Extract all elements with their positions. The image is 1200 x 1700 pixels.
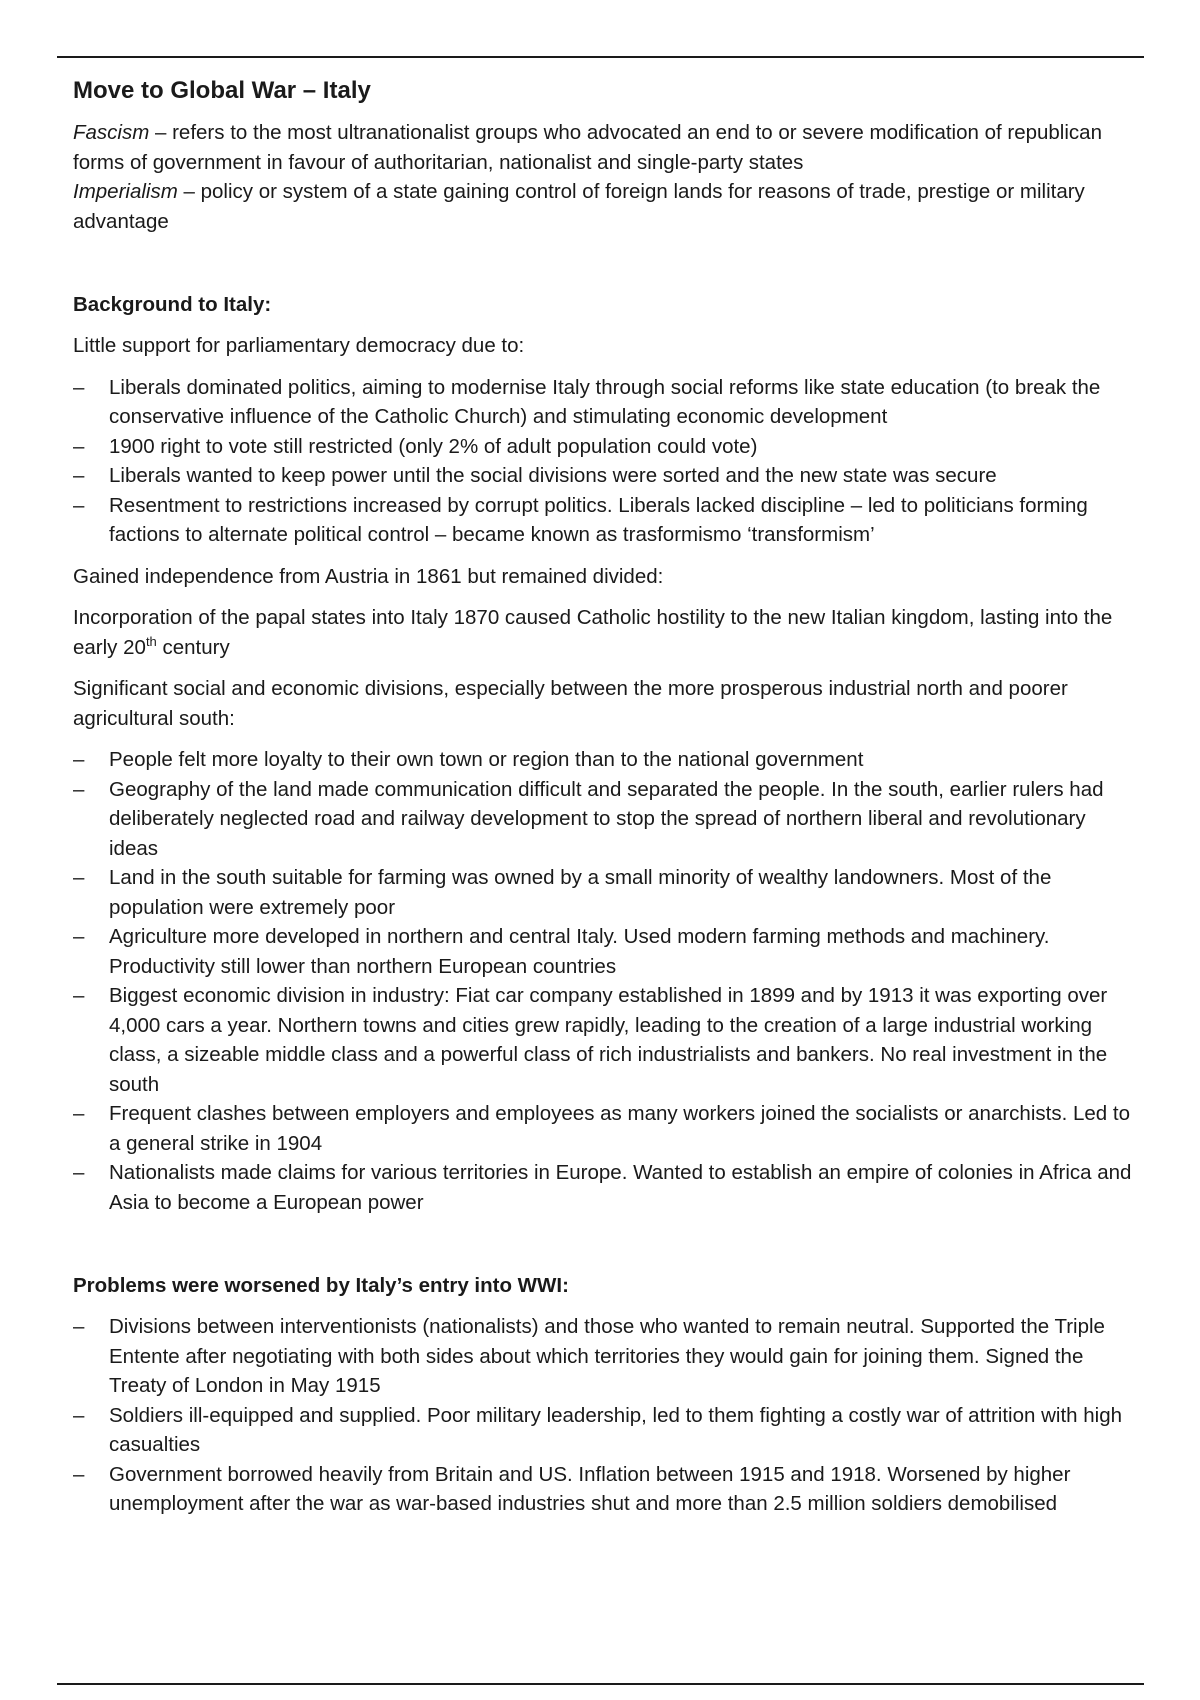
definition-fascism [73, 118, 1133, 177]
bullet-list-divisions [73, 745, 1133, 1217]
definition-term: Imperialism [73, 180, 178, 203]
list-item: – Frequent clashes between employers and employees as many workers joined the socialists or anarchists. Led to a general strike in 1904 [73, 1099, 1133, 1158]
bottom-rule [57, 1683, 1144, 1685]
list-item: – Government borrowed heavily from Britain and US. Inflation between 1915 and 1918. Worsened by higher unemployment after the war as war-based industries shut and more than 2.5 million soldiers demobilised [73, 1460, 1133, 1519]
papal-superscript: th [145, 633, 157, 649]
definition-imperialism [73, 177, 1133, 236]
list-item: – Land in the south suitable for farming was owned by a small minority of wealthy landowners. Most of the population were extremely poor [73, 863, 1133, 922]
list-item: – Geography of the land made communication difficult and separated the people. In the south, earlier rulers had deliberately neglected road and railway development to stop the spread of northern liberal and revolutionary ideas [73, 775, 1133, 864]
list-item: – Agriculture more developed in northern and central Italy. Used modern farming methods and machinery. Productivity still lower than northern European countries [73, 922, 1133, 981]
definition-text: – policy or system of a state gaining control of foreign lands for reasons of trade, prestige or military advantage [73, 180, 1085, 233]
definition-term: Fascism [73, 121, 150, 144]
paragraph-independence: Gained independence from Austria in 1861 but remained divided: [73, 564, 664, 588]
list-item: – Nationalists made claims for various territories in Europe. Wanted to establish an empire of colonies in Africa and Asia to become a European power [73, 1158, 1133, 1217]
papal-text-a: Incorporation of the papal states into Italy 1870 caused Catholic hostility to the new Italian kingdom, lasting into the early 20 [73, 606, 1113, 659]
list-item: – Liberals wanted to keep power until the social divisions were sorted and the new state was secure [73, 461, 1133, 491]
list-item: – 1900 right to vote still restricted (only 2% of adult population could vote) [73, 432, 1133, 462]
page-title: Move to Global War – Italy [73, 77, 371, 104]
section-heading-wwi: Problems were worsened by Italy’s entry into WWI: [73, 1274, 569, 1297]
papal-text-b: century [156, 635, 230, 659]
definition-text: – refers to the most ultranationalist groups who advocated an end to or severe modification of republican forms of government in favour of authoritarian, nationalist and single-party states [73, 121, 1102, 174]
list-item: – Divisions between interventionists (nationalists) and those who wanted to remain neutral. Supported the Triple Entente after negotiating with both sides about which territories they would gain for joining them. Signed the Treaty of London in May 1915 [73, 1312, 1133, 1401]
paragraph-divisions: Significant social and economic divisions, especially between the more prosperous industrial north and poorer agricultural south: [73, 677, 1068, 730]
list-item: – Soldiers ill-equipped and supplied. Poor military leadership, led to them fighting a costly war of attrition with high casualties [73, 1401, 1133, 1460]
bullet-list-wwi [73, 1312, 1133, 1519]
document-page [73, 74, 1133, 1531]
list-item: – Resentment to restrictions increased by corrupt politics. Liberals lacked discipline – led to politicians forming factions to alternate political control – became known as trasformismo ‘transformism’ [73, 491, 1133, 550]
section-heading-background: Background to Italy: [73, 293, 272, 316]
list-item: – People felt more loyalty to their own town or region than to the national government [73, 745, 1133, 775]
definitions [73, 118, 1133, 236]
bullet-list-democracy [73, 373, 1133, 550]
background-intro: Little support for parliamentary democracy due to: [73, 334, 525, 357]
top-rule [57, 56, 1144, 58]
list-item: – Biggest economic division in industry: Fiat car company established in 1899 and by 1913 it was exporting over 4,000 cars a year. Northern towns and cities grew rapidly, leading to the creation of a large industrial working class, a sizeable middle class and a powerful class of rich industrialists and bankers. No real investment in the south [73, 981, 1133, 1099]
paragraph-papal-states [73, 603, 1133, 662]
list-item: – Liberals dominated politics, aiming to modernise Italy through social reforms like state education (to break the conservative influence of the Catholic Church) and stimulating economic development [73, 373, 1133, 432]
